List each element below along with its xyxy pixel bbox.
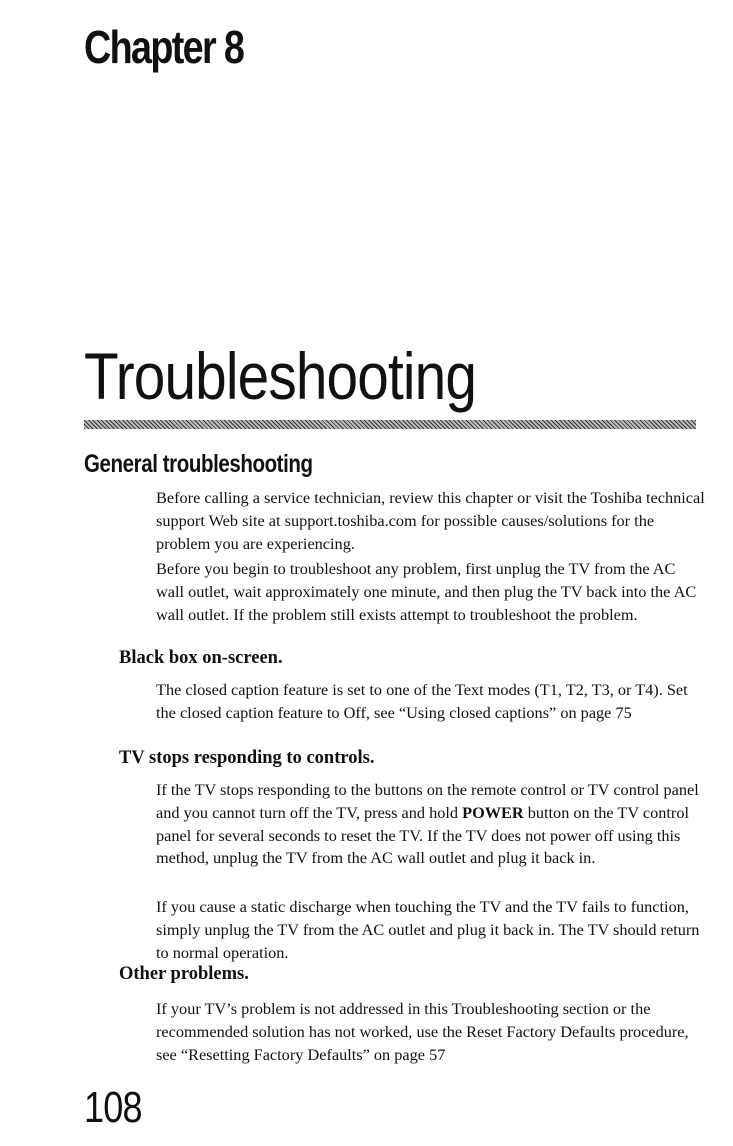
intro-paragraph-2: Before you begin to troubleshoot any problem, first unplug the TV from the AC wall outlet, wait approximately one minute, and then plug the TV back into the AC wall outlet. If the problem still exists attempt to troubleshoot the problem.	[156, 559, 697, 624]
issue-black-box-text: The closed caption feature is set to one of the Text modes (T1, T2, T3, or T4). Set the closed caption feature to Off, see “Using closed captions” on page 75	[156, 680, 688, 722]
text-run: button on the TV control panel for several seconds to reset the TV. If the TV does not power off using this method, unplug the TV from the AC wall outlet and plug it back in.	[156, 802, 690, 868]
page-title: Troubleshooting	[84, 339, 477, 413]
issue-other-text: If your TV’s problem is not addressed in this Troubleshooting section or the recommended solution has not worked, use the Reset Factory Defaults procedure, see “Resetting Factory Defaults” on page 57	[156, 999, 689, 1064]
issue-heading-tv-stops: TV stops responding to controls.	[119, 748, 375, 768]
power-keyword: POWER	[462, 802, 524, 822]
issue-tv-stops-text-1	[156, 779, 706, 870]
issue-heading-other: Other problems.	[119, 964, 249, 984]
page-number: 108	[84, 1083, 142, 1132]
issue-tv-stops-text-2: If you cause a static discharge when touching the TV and the TV fails to function, simply unplug the TV from the AC outlet and plug it back in. The TV should return to normal operation.	[156, 897, 700, 962]
intro-paragraph-1: Before calling a service technician, review this chapter or visit the Toshiba technical support Web site at support.toshiba.com for possible causes/solutions for the problem you are experiencing.	[156, 488, 705, 553]
section-heading: General troubleshooting	[84, 450, 313, 478]
issue-heading-black-box: Black box on-screen.	[119, 648, 283, 668]
text-run: If the TV stops responding to the buttons on the remote control or TV control panel and you cannot turn off the TV, press and hold	[156, 780, 699, 822]
chapter-label: Chapter 8	[84, 21, 244, 73]
title-divider	[84, 420, 696, 429]
